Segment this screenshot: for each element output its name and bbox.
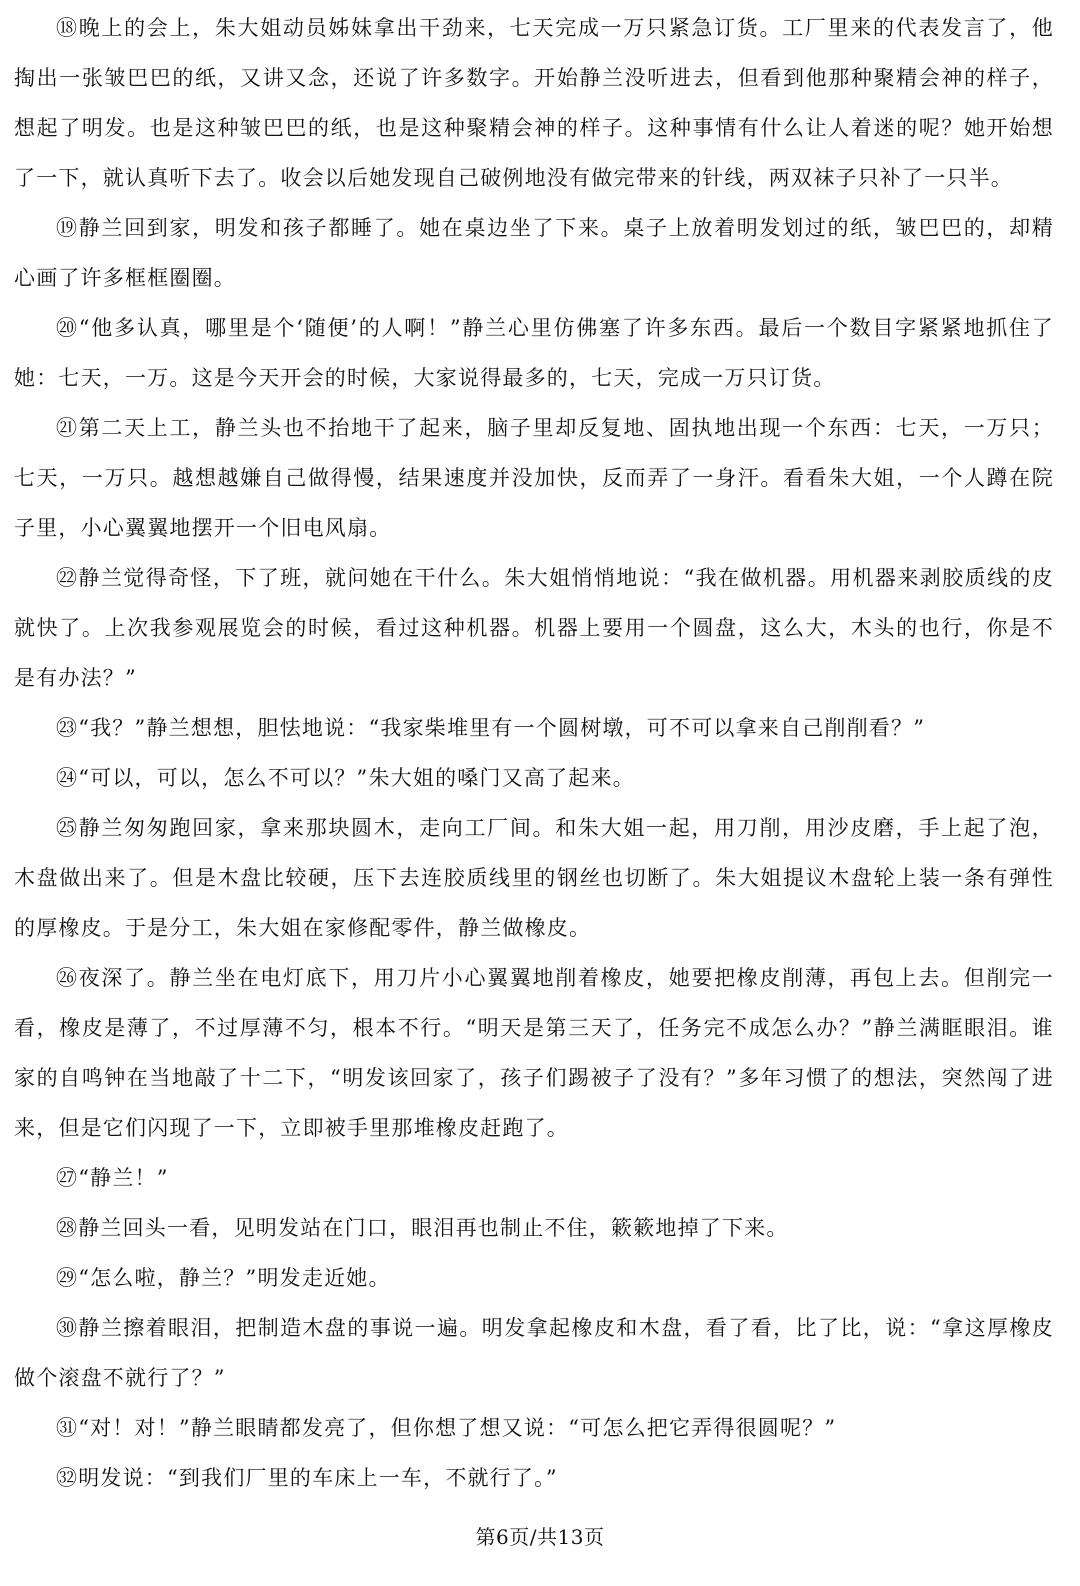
- paragraph-26: ㉖夜深了。静兰坐在电灯底下，用刀片小心翼翼地削着橡皮，她要把橡皮削薄，再包上去。但削完一看，橡皮是薄了，不过厚薄不匀，根本不行。“明天是第三天了，任务完不成怎么办？”静兰满眶眼泪。谁家的自鸣钟在当地敲了十二下，“明发该回家了，孩子们踢被子了没有？”多年习惯了的想法，突然闯了进来，但是它们闪现了一下，立即被手里那堆橡皮赶跑了。: [14, 966, 1054, 1140]
- page-number: 第6页/共13页: [475, 1525, 605, 1549]
- paragraph-19: ⑲静兰回到家，明发和孩子都睡了。她在桌边坐了下来。桌子上放着明发划过的纸，皱巴巴的，却精心画了许多框框圈圈。: [14, 216, 1054, 290]
- paragraph-18: ⑱晚上的会上，朱大姐动员姊妹拿出干劲来，七天完成一万只紧急订货。工厂里来的代表发言了，他掏出一张皱巴巴的纸，又讲又念，还说了许多数字。开始静兰没听进去，但看到他那种聚精会神的样子，想起了明发。也是这种皱巴巴的纸，也是这种聚精会神的样子。这种事情有什么让人着迷的呢？她开始想了一下，就认真听下去了。收会以后她发现自己破例地没有做完带来的针线，两双袜子只补了一只半。: [14, 16, 1054, 190]
- paragraph-32: ㉜明发说：“到我们厂里的车床上一车，不就行了。”: [56, 1466, 558, 1490]
- paragraph-25: ㉕静兰匆匆跑回家，拿来那块圆木，走向工厂间。和朱大姐一起，用刀削，用沙皮磨，手上起了泡，木盘做出来了。但是木盘比较硬，压下去连胶质线里的钢丝也切断了。朱大姐提议木盘轮上装一条有弹性的厚橡皮。于是分工，朱大姐在家修配零件，静兰做橡皮。: [14, 816, 1054, 940]
- paragraph-29: ㉙“怎么啦，静兰？”明发走近她。: [56, 1266, 391, 1290]
- paragraph-28: ㉘静兰回头一看，见明发站在门口，眼泪再也制止不住，簌簌地掉了下来。: [56, 1216, 789, 1240]
- paragraph-23: ㉓“我？”静兰想想，胆怯地说：“我家柴堆里有一个圆树墩，可不可以拿来自己削削看？”: [56, 716, 926, 740]
- article-body: [14, 3, 1054, 1503]
- paragraph-22: ㉒静兰觉得奇怪，下了班，就问她在干什么。朱大姐悄悄地说：“我在做机器。用机器来剥胶质线的皮就快了。上次我参观展览会的时候，看过这种机器。机器上要用一个圆盘，这么大，木头的也行，你是不是有办法？”: [14, 566, 1054, 690]
- paragraph-27: ㉗“静兰！”: [56, 1166, 169, 1190]
- paragraph-30: ㉚静兰擦着眼泪，把制造木盘的事说一遍。明发拿起橡皮和木盘，看了看，比了比，说：“拿这厚橡皮做个滚盘不就行了？”: [14, 1316, 1054, 1390]
- paragraph-21: ㉑第二天上工，静兰头也不抬地干了起来，脑子里却反复地、固执地出现一个东西：七天，一万只；七天，一万只。越想越嫌自己做得慢，结果速度并没加快，反而弄了一身汗。看看朱大姐，一个人蹲在院子里，小心翼翼地摆开一个旧电风扇。: [14, 416, 1054, 540]
- paragraph-31: ㉛“对！对！”静兰眼睛都发亮了，但你想了想又说：“可怎么把它弄得很圆呢？”: [56, 1416, 837, 1440]
- paragraph-20: ⑳“他多认真，哪里是个‘随便’的人啊！”静兰心里仿佛塞了许多东西。最后一个数目字紧紧地抓住了她：七天，一万。这是今天开会的时候，大家说得最多的，七天，完成一万只订货。: [14, 316, 1054, 390]
- paragraph-24: ㉔“可以，可以，怎么不可以？”朱大姐的嗓门又高了起来。: [56, 766, 635, 790]
